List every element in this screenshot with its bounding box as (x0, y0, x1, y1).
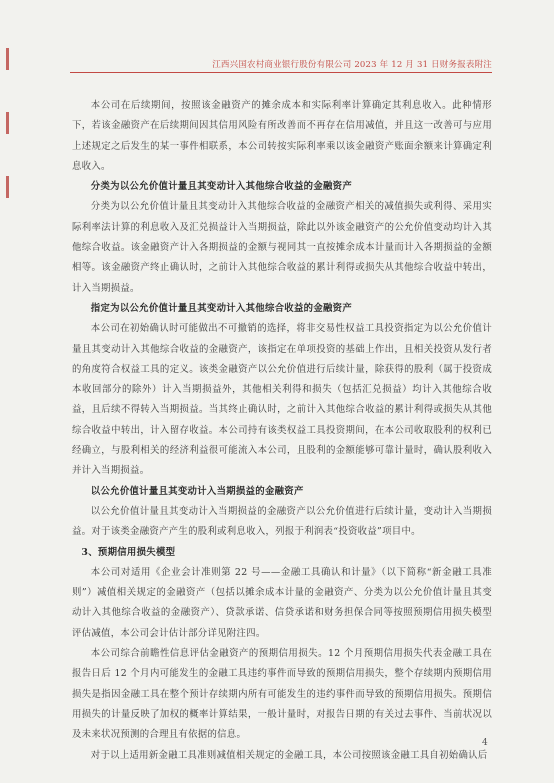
binding-mark (6, 176, 9, 198)
section-heading: 分类为以公允价值计量且其变动计入其他综合收益的金融资产 (90, 181, 353, 193)
paragraph: 分类为以公允价值计量且其变动计入其他综合收益的金融资产相关的减值损失或利得、采用实际利率法计算的利息收入及汇兑损益计入当期损益，除此以外该金融资产的公允价值变动均计入其他综合收益。该金融资产计入各期损益的金额与视同其一直按摊余成本计量而计入各期损益的金额相等。该金融资产终止确认时，之前计入其他综合收益的累计利得或损失从其他综合收益中转出，计入当期损益。 (72, 201, 492, 294)
section-heading: 以公允价值计量且其变动计入当期损益的金融资产 (90, 485, 304, 497)
page-number: 4 (482, 738, 488, 748)
document-body (72, 96, 492, 766)
paragraph: 对于以上适用新金融工具准则减值相关规定的金融工具，本公司按照该金融工具自初始确认后 (90, 749, 488, 761)
paragraph: 本公司综合前瞻性信息评估金融资产的预期信用损失。12 个月预期信用损失代表金融工具在报告日后 12 个月内可能发生的金融工具违约事件而导致的预期信用损失，整个存续期内预期信用损失是指因金融工具在整个预计存续期内所有可能发生的违约事件而导致的预期信用损失。预期信用损失的计量反映了加权的概率计算结果，一般计量时，对报告日期的有关过去事件、当前状况以及未来状况预测的合理且有依据的信息。 (72, 648, 492, 741)
binding-mark (6, 112, 9, 134)
running-header: 江西兴国农村商业银行股份有限公司 2023 年 12 月 31 日财务报表附注 (212, 60, 492, 70)
paragraph: 本公司对适用《企业会计准则第 22 号——金融工具确认和计量》（以下简称“新金融工具准则”）减值相关规定的金融资产（包括以摊余成本计量的金融资产、分类为以公允价值计量且其变动计入其他综合收益的金融资产）、贷款承诺、信贷承诺和财务担保合同等按照预期信用损失模型评估减值，本公司会计估计部分详见附注四。 (72, 566, 492, 639)
section-heading: 3、预期信用损失模型 (81, 546, 176, 558)
binding-mark (6, 48, 9, 70)
paragraph: 本公司在后续期间，按照该金融资产的摊余成本和实际利率计算确定其利息收入。此种情形下，若该金融资产在后续期间因其信用风险有所改善而不再存在信用减值，并且这一改善可与应用上述规定之后发生的某一事件相联系，本公司转按实际利率乘以该金融资产账面余额来计算确定利息收入。 (72, 100, 492, 172)
header-rule (70, 72, 492, 73)
section-heading: 指定为以公允价值计量且其变动计入其他综合收益的金融资产 (90, 302, 353, 314)
paragraph: 本公司在初始确认时可能做出不可撤销的选择，将非交易性权益工具投资指定为以公允价值计量且其变动计入其他综合收益的金融资产，该指定在单项投资的基础上作出，且相关投资从发行者的角度符合权益工具的定义。该类金融资产以公允价值进行后续计量，除获得的股利（属于投资成本收回部分的除外）计入当期损益外，其他相关利得和损失（包括汇兑损益）均计入其他综合收益，且后续不得转入当期损益。当其终止确认时，之前计入其他综合收益的累计利得或损失从其他综合收益中转出，计入留存收益。本公司持有该类权益工具投资期间，在本公司收取股利的权利已经确立，与股利相关的经济利益很可能流入本公司，且股利的金额能够可靠计量时，确认股利收入并计入当期损益。 (72, 323, 492, 477)
paragraph: 以公允价值计量且其变动计入当期损益的金融资产以公允价值进行后续计量，变动计入当期损益。对于该类金融资产产生的股利或利息收入，列报于利润表“投资收益”项目中。 (72, 505, 492, 538)
